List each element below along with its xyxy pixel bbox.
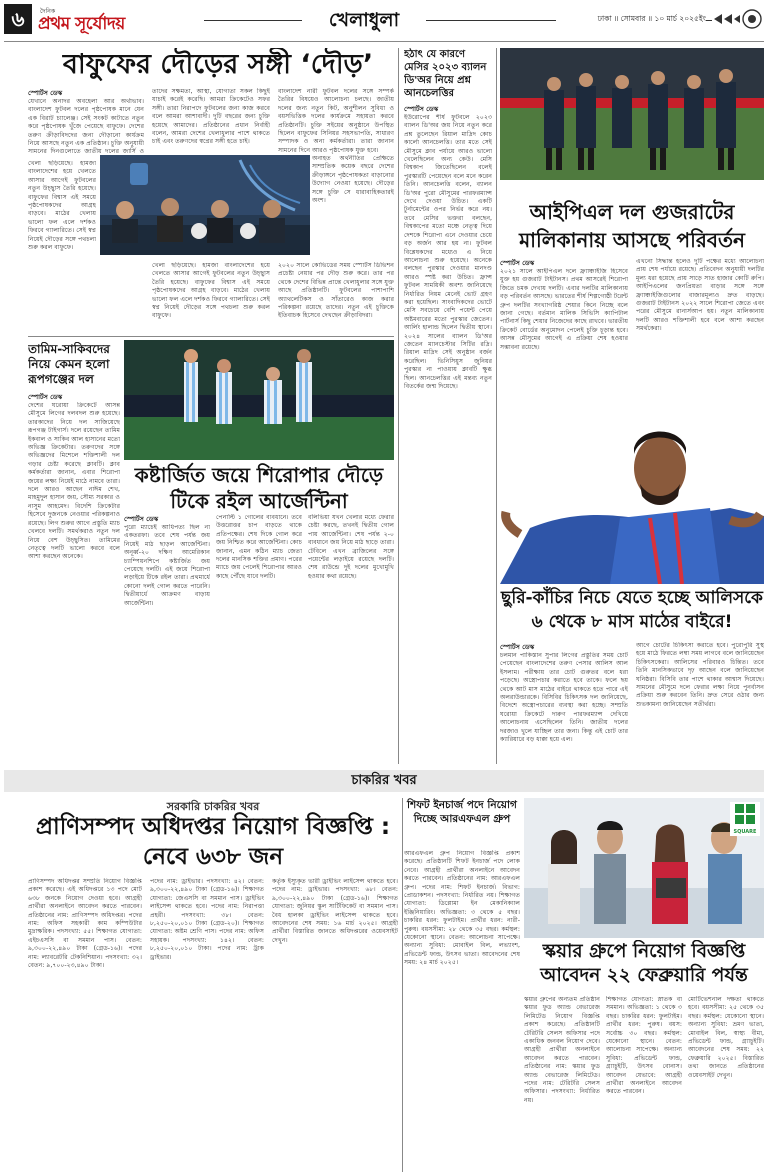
page-number-box bbox=[4, 4, 32, 34]
jobs-banner-title: চাকরির খবর bbox=[351, 773, 417, 788]
job1-col1: প্রাণিসম্পদ অধিদপ্তর সম্প্রতি নিয়োগ বিজ্ঞপ্তি প্রকাশ করেছে। এই অধিদপ্তরে ১৩ পদে মোট ৬৩৮ জনকে নিয়োগ দেওয়া হবে। আগ্রহী প্রার্থীরা অনলাইনে আবেদন করতে পারবেন। প্রতিষ্ঠানের নাম: প্রাণিসম্পদ অধিদপ্তর। পদের নাম: অফিস সহকারী কাম কম্পিউটার মুদ্রাক্ষরিক। পদসংখ্যা: ৫৫। শিক্ষাগত যোগ্যতা: এইচএসসি বা সমমান পাস। বেতন: ৯,৩০০-২২,৪৯০ টাকা (গ্রেড-১৬)। পদের নাম: ল্যাবরেটরি টেকনিশিয়ান। পদসংখ্যা: ৩২। বেতন: ৯,৭০০-২৩,৪৯০ টাকা। bbox=[28, 878, 142, 970]
argentina-headline: কষ্টার্জিত জয়ে শিরোপার দৌড়ে টিকে রইল আর্জেন্টিনা bbox=[134, 463, 384, 513]
argentina-photo bbox=[124, 340, 394, 460]
lead-headline: বাফুফের দৌড়ের সঙ্গী ‘দৌড়’ bbox=[62, 49, 374, 80]
tamim-body: দেশের ঘরোয়া ক্রিকেটে আসন্ন মৌসুমে লিগের দলবদল শুরু হয়েছে। তারকাদের নিয়ে দল সাজিয়েছে রূপগঞ্জ টাইগার্স। দলে রয়েছেন তামিম ইকবাল ও সাকিব আল হাসানের মতো অভিজ্ঞ ক্রিকেটার। তরুণদের সঙ্গে অভিজ্ঞদের মিশেলে শক্তিশালী দল গড়ার চেষ্টা করেছে ক্লাবটি। ক্লাব কর্মকর্তারা জানান, এবার শিরোপা জয়ের লক্ষ্য নিয়েই মাঠে নামবে তারা। দলে আরও আছেন নাঈম শেখ, মাহমুদুল হাসান জয়, সৌম্য সরকার ও নাসুম আহমেদ। বিদেশি ক্রিকেটার হিসেবে দুজনকে নেওয়ার পরিকল্পনাও রয়েছে। লিগ শুরুর আগে প্রস্তুতি ম্যাচ খেলবে দলটি। সমর্থকরাও নতুন দল নিয়ে বেশ উচ্ছ্বসিত। তামিমের নেতৃত্বে দলটি ভালো করবে বলে আশা করছেন অনেকে। bbox=[28, 402, 120, 561]
job2-body: আরএফএল গ্রুপ নিয়োগ বিজ্ঞপ্তি প্রকাশ করেছে। প্রতিষ্ঠানটি শিফট ইনচার্জ পদে লোক নেবে। আগ্রহী প্রার্থীরা অনলাইনে আবেদন করতে পারবেন। প্রতিষ্ঠানের নাম: আরএফএল গ্রুপ। পদের নাম: শিফট ইনচার্জ। বিভাগ: প্রোডাকশন। পদসংখ্যা: নির্ধারিত নয়। শিক্ষাগত যোগ্যতা: ডিপ্লোমা ইন মেকানিক্যাল ইঞ্জিনিয়ারিং। অভিজ্ঞতা: ৩ থেকে ৫ বছর। চাকরির ধরন: ফুলটাইম। প্রার্থীর ধরন: নারী-পুরুষ। বয়সসীমা: ২৮ থেকে ৩৫ বছর। কর্মস্থল: যেকোনো স্থানে। বেতন: আলোচনা সাপেক্ষে। অন্যান্য সুবিধা: মোবাইল বিল, লভ্যাংশ, প্রভিডেন্ট ফান্ড, উৎসব ভাতা। আবেদনের শেষ সময়: ২৪ মার্চ ২০২৫। bbox=[404, 850, 520, 967]
lead-box-text: অনাহত অর্থনীতির প্রেক্ষিতে সাম্প্রতিক কয়েক বছরে দেশের ক্রীড়াঙ্গনে পৃষ্ঠপোষকতা বাড়ানোর উদ্যোগ নেওয়া হয়েছে। দৌড়ের সঙ্গে চুক্তি সে ধারাবাহিকতারই অংশ। bbox=[312, 155, 394, 205]
masthead bbox=[0, 0, 768, 40]
section-title: খেলাধুলা bbox=[302, 6, 426, 34]
argentina-col3: বলিভিয়া যখন খেলার মধ্যে ফেরার চেষ্টা করছে, তখনই দ্বিতীয় গোল পায় আর্জেন্টিনা। শেষ পর্যন্ত ২-০ ব্যবধানে জয় নিয়ে মাঠ ছাড়ে তারা। টেবিলে এখন ব্রাজিলের সঙ্গে পয়েন্টের লড়াইয়ে রয়েছে দলটি। শেষ রাউন্ডে দুই দলের মুখোমুখি হওয়ার কথা রয়েছে। bbox=[308, 514, 394, 580]
ornament-icon bbox=[712, 6, 764, 32]
square-logo bbox=[730, 802, 760, 836]
square-logo-text: SQUARE bbox=[733, 829, 757, 835]
paper-tag: দৈনিক bbox=[40, 8, 56, 15]
tamim-headline: তামিম-সাকিবদের নিয়ে কেমন হলো রূপগঞ্জের দল bbox=[28, 342, 110, 386]
paper-logo: প্রথম সূর্যোদয় bbox=[38, 14, 125, 34]
job1-headline: প্রাণিসম্পদ অধিদপ্তর নিয়োগ বিজ্ঞপ্তি : নেবে ৬৩৮ জন bbox=[35, 814, 391, 870]
lead-photo bbox=[100, 155, 310, 255]
argentina-reporter: স্পোর্টস ডেস্ক bbox=[124, 515, 159, 523]
lead-col5: ২০২০ সালে কোভিডের সময় স্পোর্টস ডিভিশন প্রচেষ্টা নেয়ার পর দৌড় শুরু করে। তার পর থেকে দেশের বিভিন্ন প্রান্তে খেলাধুলার সঙ্গে যুক্ত আছে প্রতিষ্ঠানটি। ফুটবলের পাশাপাশি অ্যাথলেটিকস ও সাঁতারেও কাজ করার পরিকল্পনা রয়েছে তাদের। নতুন এই চুক্তিকে ইতিবাচক হিসেবে দেখছেন ক্রীড়াবিদরা। bbox=[278, 262, 394, 320]
jobs-banner bbox=[4, 770, 764, 792]
lead-col4b: খেলা ছড়িয়েছে। হামজা বাংলাদেশের হয়ে খেলতে আসার আগেই ফুটবলের নতুন উচ্ছ্বাস তৈরি হয়েছে। বাফুফের বিশ্বাস এই সময়ে পৃষ্ঠপোষকদের আগ্রহ বাড়বে। মাঠের খেলায় ভালো ফল এলে দর্শকও ফিরবে গ্যালারিতে। সেই স্বপ্ন নিয়েই দৌড়ের সঙ্গে পথচলা শুরু করল বাফুফে। bbox=[152, 262, 270, 320]
ipl-col1: ২০২১ সালে আইপিএল দলে ফ্র্যাঞ্চাইজি হিসেবে যুক্ত হয় গুজরাট টাইটানস। প্রথম আসরেই শিরোপা জিতে চমক দেখায় দলটি। এবার দলটির মালিকানায় বড় পরিবর্তন আসছে। ভারতের শীর্ষ শিল্পগোষ্ঠী টরেন্ট গ্রুপ দলটির সংখ্যাগরিষ্ঠ শেয়ার কিনে নিচ্ছে বলে জানা গেছে। বর্তমান মালিক সিভিসি ক্যাপিটাল পার্টনার্স কিছু শেয়ার নিজেদের কাছে রাখবে। ভারতীয় ক্রিকেট বোর্ডের অনুমোদন পেলেই চুক্তি চূড়ান্ত হবে। আসন্ন মৌসুমের আগেই এ প্রক্রিয়া শেষ হওয়ার সম্ভাবনা রয়েছে। bbox=[500, 268, 628, 351]
square-col3: মোটিভেশনাল দক্ষতা থাকতে হবে। বয়সসীমা: ২৫ থেকে ৩৫ বছর। কর্মস্থল: যেকোনো স্থানে। অন্যান্য সুবিধা: ভ্রমণ ভাতা, মোবাইল বিল, স্বাস্থ্য বীমা, প্রভিডেন্ট ফান্ড, গ্র্যাচুইটি। আবেদনের শেষ সময়: ২২ ফেব্রুয়ারি ২০২৫। বিস্তারিত তথ্য জানতে প্রতিষ্ঠানের ওয়েবসাইট দেখুন। bbox=[688, 996, 764, 1079]
job1-col3: কর্তৃক ইস্যুকৃত ভারী ড্রাইভিং লাইসেন্স থাকতে হবে। পদের নাম: ড্রাইভার। পদসংখ্যা: ৬৮। বেতন: ৯,৩০০-২২,৪৯০ টাকা (গ্রেড-১৬)। শিক্ষাগত যোগ্যতা: জুনিয়র স্কুল সার্টিফিকেট বা সমমান পাস। বৈধ হালকা ড্রাইভিং লাইসেন্স থাকতে হবে। আবেদনের শেষ সময়: ১৬ মার্চ ২০২৫। আগ্রহী প্রার্থীরা বিস্তারিত জানতে অধিদপ্তরের ওয়েবসাইট দেখুন। bbox=[272, 878, 398, 944]
rule-vertical-2 bbox=[496, 48, 497, 764]
page-number: ৬ bbox=[11, 7, 25, 31]
lead-col3: বাংলাদেশ নারী ফুটবল দলের সঙ্গে সম্পর্ক তৈরির বিষয়েও আলোচনা চলছে। জাতীয় দলের জন্য নতুন কিট, অনুশীলন সুবিধা ও বয়সভিত্তিক দলের কার্যক্রমে সহায়তা করবে প্রতিষ্ঠানটি। চুক্তি সইয়ের অনুষ্ঠানে উপস্থিত ছিলেন বাফুফের সিনিয়র সহসভাপতি, সাধারণ সম্পাদক ও অন্য কর্মকর্তারা। তারা জানান সামনের দিনে আরও পৃষ্ঠপোষক যুক্ত হবে। bbox=[278, 88, 394, 154]
alis-reporter: স্পোর্টস ডেস্ক bbox=[500, 643, 535, 651]
masthead-bottom-rule bbox=[4, 41, 764, 42]
alis-photo bbox=[500, 408, 764, 584]
alis-col1: চলমান পাকিস্তান সুপার লিগের প্রস্তুতির সময় চোট পেয়েছেন বাংলাদেশের তরুণ পেসার আলিস আল ইসলাম। পরীক্ষায় তার চোট গুরুতর বলে ধরা পড়েছে। অস্ত্রোপচার করাতে হবে তাকে। ফলে ছয় থেকে আট মাস মাঠের বাইরে থাকতে হতে পারে এই অলরাউন্ডারকে। বিসিবির চিকিৎসক দল জানিয়েছে, বিদেশে অস্ত্রোপচারের ব্যবস্থা করা হচ্ছে। সম্প্রতি ঘরোয়া ক্রিকেটে দারুণ পারফরম্যান্স দেখিয়ে আলোচনায় এসেছিলেন তিনি। জাতীয় দলের দরজাও খুলে যাচ্ছিল তার জন্য। কিন্তু এই চোট তার ক্যারিয়ারে বড় ধাক্কা হয়ে এল। bbox=[500, 652, 628, 744]
argentina-col2: পেনাল্টি ১ গোলের ব্যবধানে। তবে উত্তরোত্তর চাপ বাড়তে থাকে প্রতিপক্ষের। শেষ দিকে গোল করে জয় নিশ্চিত করে আর্জেন্টিনা। কোচ জানান, এমন কঠিন ম্যাচ জেতা দলের মানসিক শক্তির প্রমাণ। পরের ম্যাচে জয় পেলেই শিরোপার আরও কাছে পৌঁছে যাবে দলটি। bbox=[216, 514, 302, 580]
rule-vertical-1 bbox=[398, 48, 399, 764]
tamim-reporter: স্পোর্টস ডেস্ক bbox=[28, 393, 63, 401]
alis-headline: ছুরি-কাঁচির নিচে যেতে হচ্ছে আলিসকে ৬ থেকে ৮ মাস মাঠের বাইরে! bbox=[501, 588, 763, 632]
messi-reporter: স্পোর্টস ডেস্ক bbox=[404, 105, 439, 113]
square-headline: স্কয়ার গ্রুপে নিয়োগ বিজ্ঞপ্তি আবেদন ২২ ফেব্রুয়ারি পর্যন্ত bbox=[540, 941, 748, 986]
lead-col2: তাদের সক্ষমতা, আস্থা, যোগ্যতা সকল কিছুই যাচাই করেই করেছি। আমরা ক্রিকেটেও সফর সঙ্গী। তারা নিরাপদে ফুটবলের জন্য কাজ করবে বলে আমরা আশাবাদী। দুটি বছরের জন্য চুক্তি হয়েছে আমাদের। প্রতিষ্ঠানের প্রধান নির্বাহী বলেন, আমরা দেশের খেলাধুলার পাশে থাকতে চাই এবং তরুণদের স্বপ্নের সঙ্গী হতে চাই। bbox=[152, 88, 270, 146]
messi-headline: হঠাৎ যে কারণে মেসির ২০২৩ ব্যালন ডি'অর নিয়ে প্রশ্ন আনচেলত্তির bbox=[404, 49, 487, 99]
lead-reporter: স্পোর্টস ডেস্ক bbox=[28, 89, 63, 97]
square-col1: স্কয়ার গ্রুপের অন্যতম প্রতিষ্ঠান স্কয়ার ফুড অ্যান্ড বেভারেজ লিমিটেড নিয়োগ বিজ্ঞপ্তি প্রকাশ করেছে। প্রতিষ্ঠানটি টেরিটরি সেলস অফিসার পদে একাধিক জনবল নিয়োগ দেবে। আগ্রহী প্রার্থীরা অনলাইনে আবেদন করতে পারবেন। প্রতিষ্ঠানের নাম: স্কয়ার ফুড অ্যান্ড বেভারেজ লিমিটেড। পদের নাম: টেরিটরি সেলস অফিসার। পদসংখ্যা: নির্ধারিত নয়। bbox=[524, 996, 600, 1104]
square-col2: শিক্ষাগত যোগ্যতা: স্নাতক বা সমমান। অভিজ্ঞতা: ১ থেকে ৩ বছর। চাকরির ধরন: ফুলটাইম। প্রার্থীর ধরন: পুরুষ। বয়স: সর্বোচ্চ ৩০ বছর। কর্মস্থল: যেকোনো স্থানে। বেতন: আলোচনা সাপেক্ষে। অন্যান্য সুবিধা: প্রভিডেন্ট ফান্ড, গ্র্যাচুইটি, উৎসব বোনাস। আবেদন যেভাবে: আগ্রহী প্রার্থীরা অনলাইনে আবেদন করতে পারবেন। bbox=[606, 996, 682, 1096]
argentina-col1: পুরো ম্যাচেই আধিপত্য ছিল না একতরফা। তবে শেষ পর্যন্ত জয় নিয়েই মাঠ ছাড়ল আর্জেন্টিনা। অনূর্ধ্ব-২০ দক্ষিণ আমেরিকান চ্যাম্পিয়নশিপে কষ্টার্জিত জয় পেয়েছে দলটি। এই জয়ে শিরোপা লড়াইয়ে টিকে রইল তারা। প্রথমার্ধে কোনো দলই গোল করতে পারেনি। দ্বিতীয়ার্ধে আক্রমণ বাড়ায় আর্জেন্টিনা। bbox=[124, 524, 210, 607]
rule-vertical-3 bbox=[402, 798, 403, 1172]
alis-col2: আগে চোটের চিকিৎসা করাতে হবে। পুরোপুরি সুস্থ হয়ে মাঠে ফিরতে লম্বা সময় লাগবে বলে জানিয়েছেন চিকিৎসকেরা। আলিসের পরিবারও চিন্তিত। তবে তিনি মানসিকভাবে দৃঢ় আছেন বলে জানিয়েছেন ঘনিষ্ঠরা। বিসিবি তার পাশে থাকার আশ্বাস দিয়েছে। সামনের মৌসুমে দলে ফেরার লক্ষ্য নিয়ে পুনর্বাসন প্রক্রিয়া শুরু করবেন তিনি। দ্রুত সেরে ওঠার জন্য শুভকামনা জানিয়েছেন সতীর্থরা। bbox=[636, 642, 764, 708]
lead-col4: খেলা ছড়িয়েছে। হামজা বাংলাদেশের হয়ে খেলতে আসার আগেই ফুটবলের নতুন উচ্ছ্বাস তৈরি হয়েছে। বাফুফের বিশ্বাস এই সময়ে পৃষ্ঠপোষকদের আগ্রহ বাড়বে। মাঠের খেলায় ভালো ফল এলে দর্শকও ফিরবে গ্যালারিতে। সেই স্বপ্ন নিয়েই দৌড়ের সঙ্গে পথচলা শুরু করল বাফুফে। bbox=[28, 160, 96, 252]
square-photo bbox=[524, 798, 764, 938]
job2-headline: শিফট ইনচার্জ পদে নিয়োগ দিচ্ছে আরএফএল গ্রুপ bbox=[407, 799, 517, 825]
job1-kicker: সরকারি চাকরির খবর bbox=[166, 800, 260, 813]
job1-col2: পদের নাম: ড্রাইভার। পদসংখ্যা: ৪২। বেতন: ৯,৩০০-২২,৪৯০ টাকা (গ্রেড-১৬)। শিক্ষাগত যোগ্যতা: জেএসসি বা সমমান পাস। ড্রাইভিং লাইসেন্স থাকতে হবে। পদের নাম: নিরাপত্তা প্রহরী। পদসংখ্যা: ৩৮। বেতন: ৮,২৫০-২০,০১০ টাকা (গ্রেড-২০)। শিক্ষাগত যোগ্যতা: অষ্টম শ্রেণি পাস। পদের নাম: অফিস সহায়ক। পদসংখ্যা: ১৪২। বেতন: ৮,২৫০-২০,০১০ টাকা। পদের নাম: ট্রাক ড্রাইভার। bbox=[150, 878, 264, 961]
lead-col1: যেখানে অনাদর অবহেলা আর অর্থাভাব। বাংলাদেশ ফুটবল দলের পৃষ্ঠপোষক মানে যেন এক বিরাট চ্যালেঞ্জ। সেই সংকট কাটাতে নতুন করে পৃষ্ঠপোষক খুঁজে পেয়েছে বাফুফে। দেশের তরুণ ক্রীড়াবিদদের জন্য দৌড়ানো কার্যক্রম নিয়ে আসছে নতুন এক প্রতিষ্ঠান। চুক্তি অনুযায়ী সামনের দিনগুলোতে জাতীয় দলের জার্সি ও bbox=[28, 98, 144, 156]
ipl-headline: আইপিএল দল গুজরাটের মালিকানায় আসছে পরিবর্তন bbox=[519, 200, 745, 252]
rule-lead-bottom bbox=[28, 336, 394, 337]
messi-body: ইউরোপের শীর্ষ ফুটবলে ২০২৩ ব্যালন ডি'অর জয় নিয়ে নতুন করে প্রশ্ন তুলেছেন রিয়াল মাদ্রিদ কোচ কার্লো আনচেলত্তি। তার মতে সেই মৌসুমে ক্লাব পর্যায়ে আরও ভালো খেলেছিলেন অন্য কেউ। মেসি বিশ্বকাপ জিতেছিলেন বলেই পুরস্কারটি পেয়েছেন বলে মনে করেন তিনি। আনচেলত্তি বলেন, ব্যালন ডি'অর পুরো মৌসুমের পারফরম্যান্স দেখে দেওয়া উচিত। একটি টুর্নামেন্টের ওপর নির্ভর করে নয়। তবে মেসির ভক্তরা বলছেন, বিশ্বকাপের মতো মঞ্চে নেতৃত্ব দিয়ে দেশকে শিরোপা এনে দেওয়ার চেয়ে বড় অর্জন আর হয় না। ফুটবল বিশ্লেষকদের মধ্যেও এ নিয়ে আলোচনা শুরু হয়েছে। অনেকে বলছেন পুরস্কার দেওয়ার মানদণ্ড আরও স্পষ্ট করা উচিত। ফ্রান্স ফুটবল সাময়িকী অবশ্য জানিয়েছে নির্ধারিত নিয়ম মেনেই ভোট গ্রহণ করা হয়েছিল। সাংবাদিকদের ভোটে মেসি সবচেয়ে বেশি পয়েন্ট পেয়ে অষ্টমবারের মতো পুরস্কার জেতেন। আর্লিং হালান্ড ছিলেন দ্বিতীয় স্থানে। ২০২৪ সালের ব্যালন ডি'অর জেতেন ম্যানচেস্টার সিটির রদ্রি। রিয়াল মাদ্রিদ সেই অনুষ্ঠান বর্জন করেছিল। ভিনিসিয়ুস জুনিয়র পুরস্কার না পাওয়ায় ক্লাবটি ক্ষুব্ধ ছিল। আনচেলত্তির এই মন্তব্য নতুন বিতর্কের জন্ম দিয়েছে। bbox=[404, 114, 492, 390]
dateline: ঢাকা ॥ সোমবার ॥ ১০ মার্চ ২০২৫ইং bbox=[556, 14, 706, 26]
ipl-reporter: স্পোর্টস ডেস্ক bbox=[500, 259, 535, 267]
ipl-photo bbox=[500, 48, 764, 180]
ipl-col2: এখনো সিদ্ধান্ত হলেও দুটি পক্ষের মধ্যে আলোচনা প্রায় শেষ পর্যায়ে রয়েছে। প্রতিবেদন অনুযায়ী দলটির মূল্য ধরা হয়েছে প্রায় সাড়ে সাত হাজার কোটি রুপি। আইপিএলের জনপ্রিয়তা বাড়ার সঙ্গে সঙ্গে ফ্র্যাঞ্চাইজিগুলোর বাজারমূল্যও দ্রুত বাড়ছে। গুজরাট টাইটানস ২০২২ সালে শিরোপা জেতে এবং পরের মৌসুমে রানার্সআপ হয়। নতুন মালিকানায় দলটি আরও শক্তিশালী হবে বলে আশা করছেন সমর্থকেরা। bbox=[636, 258, 764, 333]
